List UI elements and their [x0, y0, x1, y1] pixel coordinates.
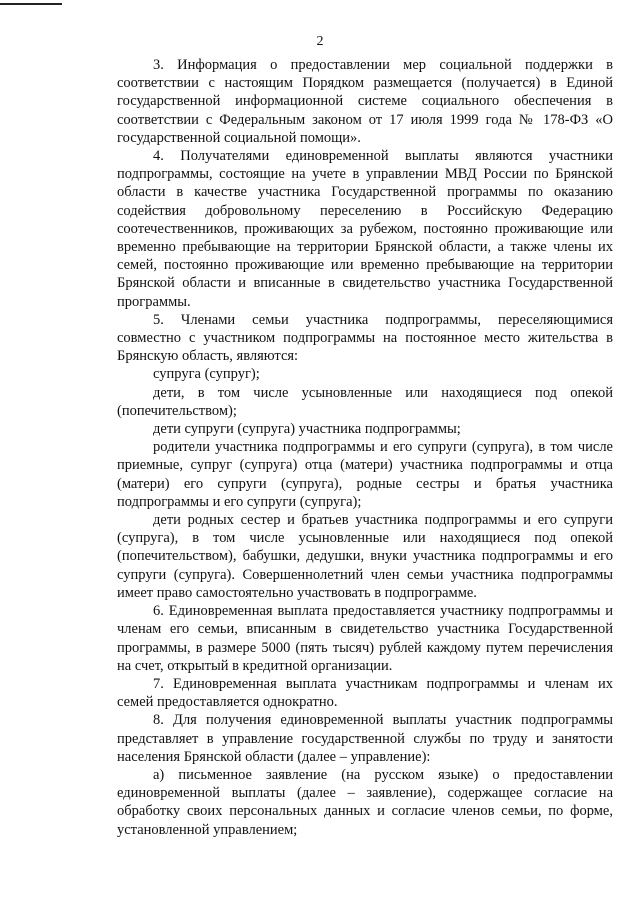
paragraph-6-payment-amount: 6. Единовременная выплата предоставляется участнику подпрограммы и членам его семьи, вписанным в свидетельство участника Государственной программы, в размере 5000 (пять тысяч) рублей каждому путем перечисления на счет, открытый в кредитной организации. [117, 603, 613, 674]
list-item-parents-siblings: родители участника подпрограммы и его супруги (супруга), в том числе приемные, супруг (супруга) отца (матери) участника подпрограммы и отца (матери) его супруги (супруга), родные сестры и братья участника подпрограммы и его супруги (супруга); [117, 439, 613, 510]
list-item-application: а) письменное заявление (на русском языке) о предоставлении единовременной выплаты (далее – заявление), содержащее согласие на обработку своих персональных данных и согласие членов семьи, по форме, установленной управлением; [117, 766, 613, 838]
list-item-children: дети, в том числе усыновленные или находящиеся под опекой (попечительством); [117, 384, 613, 419]
paragraph-8-documents: 8. Для получения единовременной выплаты участник подпрограммы представляет в управление государственной службы по труду и занятости населения Брянской области (далее – управление): [117, 712, 613, 765]
page-number: 2 [316, 34, 324, 49]
list-item-spouse: супруга (супруг); [153, 366, 260, 383]
list-item-nephews-grandparents: дети родных сестер и братьев участника подпрограммы и его супруги (супруга), в том числе усыновленные или находящиеся под опекой (попечительством), бабушки, дедушки, внуки участника подпрограммы и его супруги (супруга). Совершеннолетний член семьи участника подпрограммы имеет право самостоятельно участвовать в подпрограмме. [117, 512, 613, 601]
list-item-spouse-children: дети супруги (супруга) участника подпрограммы; [153, 421, 461, 438]
top-rule-line [0, 3, 62, 5]
paragraph-7-one-time: 7. Единовременная выплата участникам подпрограммы и членам их семей предоставляется однократно. [117, 675, 613, 711]
paragraph-3-info-placement: 3. Информация о предоставлении мер социальной поддержки в соответствии с настоящим Порядком размещается (получается) в Единой государственной информационной системе социального обеспечения в соответствии с Федеральным законом от 17 июля 1999 года № 178-ФЗ «О государственной социальной помощи». [117, 57, 613, 146]
document-body [117, 56, 613, 839]
paragraph-5-family-members: 5. Членами семьи участника подпрограммы, переселяющимися совместно с участником подпрограммы на постоянное место жительства в Брянскую область, являются: [117, 311, 613, 365]
paragraph-4-recipients: 4. Получателями единовременной выплаты являются участники подпрограммы, состоящие на учете в управлении МВД России по Брянской области в качестве участника Государственной программы по оказанию содействия добровольному переселению в Российскую Федерацию соотечественников, проживающих за рубежом, постоянно проживающие или временно пребывающие на территории Брянской области, а также члены их семей, постоянно проживающие или временно пребывающие на территории Брянской области и вписанные в свидетельство участника Государственной программы. [117, 148, 613, 310]
